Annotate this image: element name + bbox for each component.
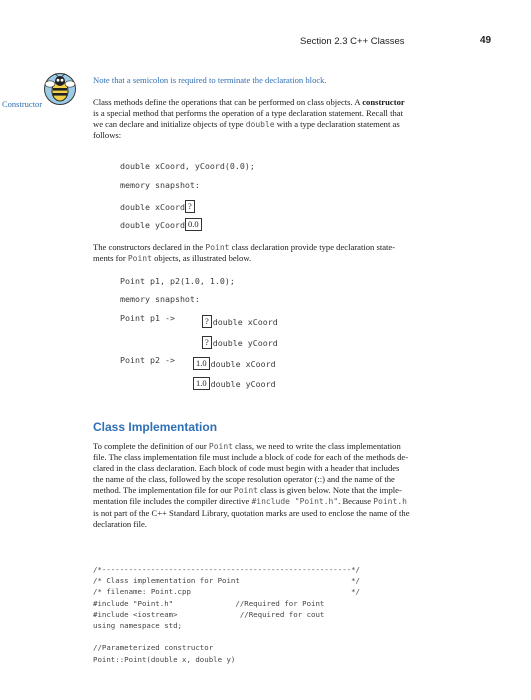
section-heading: Class Implementation: [93, 420, 218, 434]
memory-row-p1-xcoord: [202, 312, 278, 330]
blue-note: Note that a semicolon is required to terminate the declaration block.: [93, 75, 327, 85]
memory-value-box: 0.0: [185, 218, 202, 231]
source-line: //Parameterized constructor: [93, 643, 214, 653]
variable-label: double yCoord: [210, 379, 276, 389]
term-constructor: constructor: [362, 97, 405, 107]
margin-term-label: Constructor: [2, 99, 43, 109]
para-text: clared in the class declaration. Each block of code must begin with a header that includes: [93, 463, 400, 474]
paragraph-point-constructors: [93, 242, 493, 264]
para-text: the name of the class, followed by the scope resolution operator (::) and the name of the: [93, 474, 395, 485]
para-text: objects, as illustrated below.: [151, 253, 252, 264]
para-text: To complete the definition of our: [93, 441, 209, 451]
memory-value-box: ?: [202, 315, 212, 328]
paragraph-constructor-intro: [93, 97, 493, 141]
variable-label: double xCoord: [210, 359, 276, 369]
inline-code: Point: [208, 442, 233, 451]
memory-snapshot-label: memory snapshot:: [120, 294, 200, 304]
memory-value-box: ?: [202, 336, 212, 349]
memory-value-box: 1.0: [193, 377, 210, 390]
para-text: is not part of the C++ Standard Library, quotation marks are used to enclose the name of the: [93, 507, 410, 518]
source-line: /* filename: Point.cpp */: [93, 587, 360, 597]
variable-label: double yCoord: [212, 338, 278, 348]
page-number: 49: [480, 35, 492, 46]
variable-label: double yCoord: [120, 220, 185, 230]
memory-snapshot-label: memory snapshot:: [120, 180, 200, 190]
memory-row-xcoord: [120, 197, 196, 215]
para-text: with a type declaration statement as: [274, 119, 400, 130]
para-text: file. The class implementation file must include a block of code for each of the methods de-: [93, 452, 409, 463]
source-line: Point::Point(double x, double y): [93, 654, 236, 664]
para-text: ments for: [93, 253, 128, 264]
memory-row-p2-xcoord: [193, 354, 276, 372]
source-line: /* Class implementation for Point */: [93, 576, 360, 586]
memory-row-p2-ycoord: [193, 374, 276, 392]
inline-code: Point: [205, 243, 230, 252]
source-line: #include <iostream> //Required for cout: [93, 609, 325, 619]
para-text: declaration file.: [93, 518, 147, 529]
memory-value-box: ?: [185, 200, 195, 213]
para-text: follows:: [93, 130, 122, 141]
variable-label: double xCoord: [212, 317, 278, 327]
pointer-label-p1: Point p1 ->: [120, 313, 175, 323]
memory-row-p1-ycoord: [202, 333, 278, 351]
source-line: /*--------------------------------------------------------*/: [93, 565, 360, 574]
code-declaration-point: Point p1, p2(1.0, 1.0);: [120, 276, 235, 286]
para-text: class declaration provide type declaration state-: [229, 242, 396, 252]
para-text: class, we need to write the class implementation: [232, 441, 401, 451]
running-header: Section 2.3 C++ Classes: [300, 36, 405, 47]
bug-mascot-icon: [43, 72, 77, 106]
para-text: we can declare and initialize objects of type: [93, 119, 246, 130]
para-text: The constructors declared in the: [93, 242, 206, 252]
source-line: using namespace std;: [93, 620, 182, 630]
para-text: mentation file includes the compiler directive: [93, 496, 252, 507]
para-text: is a special method that performs the operation of a type declaration statement. Recall that: [93, 108, 403, 119]
para-text: method. The implementation file for our: [93, 485, 234, 496]
memory-value-box: 1.0: [193, 357, 210, 370]
inline-code: Point.h: [373, 497, 407, 507]
inline-code: Point: [233, 486, 258, 496]
para-text: Class methods define the operations that can be performed on class objects. A: [93, 97, 363, 107]
inline-code: double: [245, 120, 275, 130]
source-listing: [93, 565, 523, 666]
code-declaration-double: double xCoord, yCoord(0.0);: [120, 161, 255, 171]
pointer-label-p2: Point p2 ->: [120, 355, 175, 365]
source-line: [93, 632, 523, 643]
paragraph-class-implementation: [93, 441, 493, 530]
inline-code: #include "Point.h": [251, 497, 339, 507]
variable-label: double xCoord: [120, 202, 185, 212]
inline-code: Point: [127, 254, 152, 264]
para-text: . Because: [338, 496, 374, 507]
para-text: class is given below. Note that the imple-: [257, 485, 402, 496]
memory-row-ycoord: [120, 215, 203, 233]
source-line: #include "Point.h" //Required for Point: [93, 598, 325, 608]
